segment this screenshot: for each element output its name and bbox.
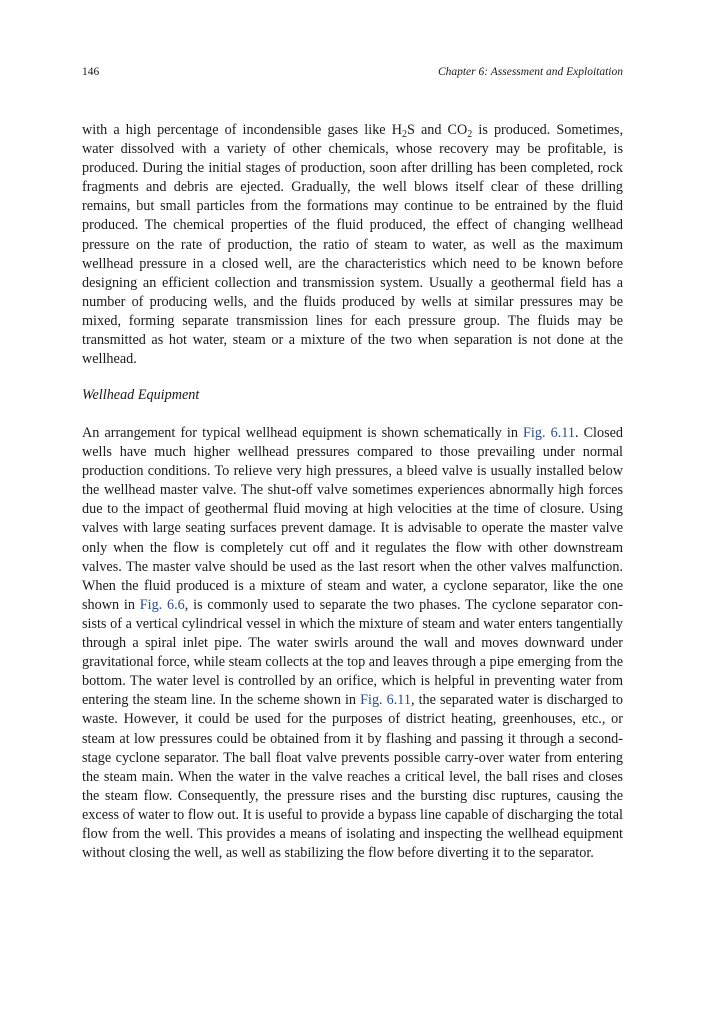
running-header [82, 66, 623, 84]
page-number: 146 [82, 66, 100, 78]
figure-link-6-11[interactable]: Fig. 6.11 [523, 425, 575, 441]
text-run: , the separated water is discharged to waste. However, it could be used for the purposes of district heating, greenhouses, etc., or steam at low pressures could be obtained from it by flashing and passing it through a second-stage cyclone separator. The ball float valve prevents possible carry-over water from entering the steam main. When the water in the valve reaches a critical level, the ball rises and closes the steam flow. Consequently, the pressure rises and the bursting disc ruptures, causing the excess of water to flow out. It is useful to provide a bypass line capable of discharging the total flow from the well. This provides a means of isolating and inspecting the wellhead equipment without closing the well, as well as stabilizing the flow before diverting it to the separator. [82, 692, 623, 862]
figure-link-6-11[interactable]: Fig. 6.11 [360, 692, 411, 709]
text-run: , is commonly used to separate the two phases. The cyclone separator consists of a vertical cylindrical vessel in which the mixture of steam and water enters tangentially through a spiral inlet pipe. The water swirls around the wall and moves downward under gravitational force, while steam collects at the top and leaves through a pipe emerging from the bottom. The water level is controlled by an orifice, which is helpful in preventing water from entering the steam line. In the scheme shown in [82, 596, 623, 709]
paragraph-production-fluids [82, 121, 623, 369]
section-heading-wellhead-equipment: Wellhead Equipment [82, 387, 200, 403]
book-page [82, 0, 623, 1024]
text-run: . Closed wells have much higher wellhead pressures compared to those prevailing under normal production conditions. To relieve very high pressures, a bleed valve is usually installed below the wellhead master valve. The shut-off valve sometimes experiences abnormally high forces due to the impact of geothermal fluid moving at high velocities at the time of closure. Using valves with large seating surfaces prevent damage. It is advisable to operate the master valve only when the flow is completely cut off and it regulates the flow with other downstream valves. The master valve should be used as the last resort when the other valves malfunction. When the fluid produced is a mixture of steam and water, a cyclone separator, like the one shown in [82, 425, 623, 613]
text-run: with a high percentage of incondensible gases like H [82, 122, 402, 138]
text-run: is produced. Sometimes, water dissolved with a variety of other chemicals, whose recovery may be profitable, is produced. During the initial stages of production, soon after drilling has been completed, rock fragments and debris are ejected. Gradually, the well blows itself clear of these drilling remains, but small particles from the formations may continue to be entrained by the fluid produced. The chemical properties of the fluid produced, the effect of changing wellhead pressure on the rate of production, the ratio of steam to water, as well as the maximum wellhead pressure in a closed well, are the characteristics which need to be known before designing an efficient collection and transmission system. Usually a geothermal field has a number of producing wells, and the fluids produced by wells at similar pressures may be mixed, forming separate transmission lines for each pressure group. The fluids may be transmitted as hot water, steam or a mixture of the two when separation is not done at the wellhead. [82, 122, 623, 368]
subscript: 2 [401, 129, 407, 140]
text-run: An arrangement for typical wellhead equipment is shown schematically in [82, 425, 524, 441]
subscript: 2 [467, 129, 473, 140]
paragraph-wellhead-equipment [82, 424, 623, 863]
text-run: S and CO [406, 122, 468, 138]
chapter-title: Chapter 6: Assessment and Exploitation [437, 66, 623, 78]
figure-link-6-6[interactable]: Fig. 6.6 [139, 596, 185, 613]
